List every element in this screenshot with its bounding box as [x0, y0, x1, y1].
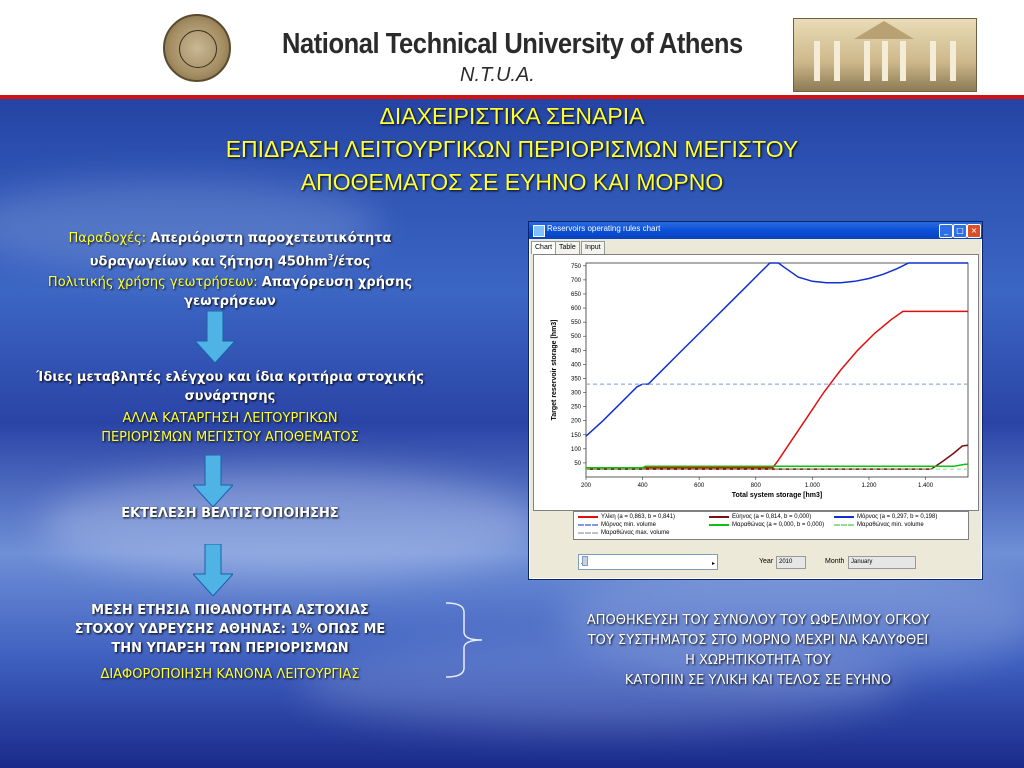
storage-explanation-line: ΑΠΟΘΗΚΕΥΣΗ ΤΟΥ ΣΥΝΟΛΟΥ ΤΟΥ ΩΦΕΛΙΜΟΥ ΟΓΚΟΥ [586, 613, 930, 628]
same-variables-line: συνάρτησης [184, 389, 276, 404]
x-tick-label: 400 [637, 483, 648, 489]
result-line: ΜΕΣΗ ΕΤΗΣΙΑ ΠΙΘΑΝΟΤΗΤΑ ΑΣΤΟΧΙΑΣ [91, 603, 369, 618]
legend-item [834, 514, 937, 520]
storage-explanation-line: ΤΟΥ ΣΥΣΤΗΜΑΤΟΣ ΣΤΟ ΜΟΡΝΟ ΜΕΧΡΙ ΝΑ ΚΑΛΥΦΘΕΙ [587, 633, 929, 648]
result-text [0, 601, 460, 658]
series-line [586, 445, 968, 469]
y-tick-label: 150 [570, 432, 581, 439]
y-tick-label: 350 [570, 376, 581, 383]
assumptions-text: υδραγωγείων και ζήτηση 450hm [89, 254, 328, 270]
y-tick-label: 100 [570, 446, 581, 453]
university-seal-logo [163, 14, 231, 82]
legend-item [709, 522, 824, 528]
minimize-button[interactable]: _ [939, 224, 953, 238]
slide-title-line: ΑΠΟΘΕΜΑΤΟΣ ΣΕ ΕΥΗΝΟ ΚΑΙ ΜΟΡΝΟ [300, 169, 724, 195]
x-tick-label: 1.400 [918, 483, 934, 489]
rule-differentiation-text: ΔΙΑΦΟΡΟΠΟΙΗΣΗ ΚΑΝΟΝΑ ΛΕΙΤΟΥΡΓΙΑΣ [100, 667, 360, 682]
university-building-image [793, 18, 977, 92]
year-label: Year [759, 558, 774, 565]
y-axis-label: Target reservoir storage [hm3] [551, 319, 558, 421]
x-tick-label: 1.200 [861, 483, 877, 489]
maximize-button[interactable]: □ [953, 224, 967, 238]
year-field[interactable]: 2010 [776, 556, 806, 569]
groundwater-text: Απαγόρευση χρήσης [261, 275, 413, 290]
reservoirs-chart-window [528, 221, 983, 580]
x-tick-label: 600 [694, 483, 705, 489]
optimization-text: ΕΚΤΕΛΕΣΗ ΒΕΛΤΙΣΤΟΠΟΙΗΣΗΣ [121, 506, 339, 521]
flow-arrow-down-icon [193, 455, 233, 507]
legend-item [578, 522, 656, 528]
legend-label: Μόρνος min. volume [601, 522, 656, 528]
y-tick-label: 750 [570, 263, 581, 270]
legend-swatch [709, 524, 729, 526]
assumptions-text: /έτος [333, 254, 371, 270]
window-titlebar[interactable] [529, 222, 982, 239]
series-line [586, 263, 968, 436]
background-cloud [40, 470, 540, 580]
window-title: Reservoirs operating rules chart [547, 224, 661, 233]
legend-swatch [578, 524, 598, 526]
y-tick-label: 700 [570, 277, 581, 284]
groundwater-block [0, 273, 460, 311]
result-line: ΣΤΟΧΟΥ ΥΔΡΕΥΣΗΣ ΑΘΗΝΑΣ: 1% ΟΠΩΣ ΜΕ [74, 622, 386, 637]
y-tick-label: 500 [570, 334, 581, 341]
groundwater-text: γεωτρήσεων [184, 294, 276, 309]
operating-rules-chart [534, 255, 978, 510]
slide-title [0, 100, 1024, 199]
assumptions-label: Παραδοχές: [68, 231, 147, 246]
legend-label: Μαραθώνας (a = 0,000, b = 0,000) [732, 522, 825, 528]
series-line [586, 311, 968, 467]
month-label: Month [825, 558, 845, 565]
header-divider [0, 95, 1024, 99]
x-tick-label: 800 [750, 483, 761, 489]
legend-swatch [578, 516, 598, 518]
chart-legend [573, 511, 969, 540]
legend-item [578, 514, 675, 520]
y-tick-label: 400 [570, 362, 581, 369]
slider-right-arrow-icon[interactable]: ▸ [711, 561, 715, 567]
assumptions-superscript: 3 [327, 253, 334, 262]
y-tick-label: 650 [570, 291, 581, 298]
legend-swatch [709, 516, 729, 518]
constraint-removal-text [0, 409, 460, 447]
constraint-removal-line: ΑΛΛΑ ΚΑΤΑΡΓΗΣΗ ΛΕΙΤΟΥΡΓΙΚΩΝ [122, 411, 338, 426]
month-field[interactable]: January [848, 556, 916, 569]
legend-swatch [578, 532, 598, 534]
plot-frame [586, 263, 968, 477]
university-abbreviation: N.T.U.A. [460, 64, 535, 86]
university-name: National Technical University of Athens [282, 28, 743, 60]
tab-table[interactable]: Table [555, 241, 580, 254]
x-tick-label: 1.000 [804, 483, 820, 489]
legend-label: Υλίκη (a = 0,863, b = 0,841) [601, 514, 676, 520]
legend-item [578, 530, 669, 536]
tab-input-data[interactable]: Input [581, 241, 605, 254]
storage-explanation-line: ΚΑΤΟΠΙΝ ΣΕ ΥΛΙΚΗ ΚΑΙ ΤΕΛΟΣ ΣΕ ΕΥΗΝΟ [624, 673, 892, 688]
assumptions-block [20, 229, 440, 271]
y-tick-label: 550 [570, 320, 581, 327]
y-tick-label: 200 [570, 418, 581, 425]
x-axis-label: Total system storage [hm3] [731, 492, 823, 499]
series-line [586, 464, 968, 467]
groundwater-label: Πολιτικής χρήσης γεωτρήσεων: [47, 275, 258, 290]
time-slider[interactable] [578, 554, 718, 570]
assumptions-text: Απεριόριστη παροχετευτικότητα [150, 231, 392, 246]
legend-swatch [834, 524, 854, 526]
y-tick-label: 250 [570, 404, 581, 411]
y-tick-label: 450 [570, 348, 581, 355]
y-tick-label: 300 [570, 390, 581, 397]
same-variables-text [0, 368, 460, 406]
storage-explanation-line: Η ΧΩΡΗΤΙΚΟΤΗΤΑ ΤΟΥ [685, 653, 831, 668]
slide-title-line: ΔΙΑΧΕΙΡΙΣΤΙΚΑ ΣΕΝΑΡΙΑ [379, 103, 645, 129]
curly-brace-connector [442, 600, 492, 680]
slider-thumb[interactable] [582, 556, 588, 566]
result-line: ΤΗΝ ΥΠΑΡΞΗ ΤΩΝ ΠΕΡΙΟΡΙΣΜΩΝ [111, 641, 349, 656]
time-controls [533, 544, 977, 574]
slide-title-line: ΕΠΙΔΡΑΣΗ ΛΕΙΤΟΥΡΓΙΚΩΝ ΠΕΡΙΟΡΙΣΜΩΝ ΜΕΓΙΣΤΟΥ [225, 136, 799, 162]
legend-label: Μόρνος (a = 0,297, b = 0,198) [857, 514, 938, 520]
same-variables-line: Ίδιες μεταβλητές ελέγχου και ίδια κριτήρια στοχικής [36, 370, 424, 385]
window-app-icon [533, 225, 545, 237]
legend-label: Μαραθώνας min. volume [857, 522, 924, 528]
legend-label: Μαραθώνας max. volume [601, 530, 670, 536]
y-tick-label: 600 [570, 306, 581, 313]
y-tick-label: 50 [574, 460, 581, 467]
legend-item [709, 514, 811, 520]
close-button[interactable]: × [967, 224, 981, 238]
constraint-removal-line: ΠΕΡΙΟΡΙΣΜΩΝ ΜΕΓΙΣΤΟΥ ΑΠΟΘΕΜΑΤΟΣ [101, 430, 359, 445]
storage-explanation-text [488, 611, 1024, 691]
legend-label: Εύηνος (a = 0,814, b = 0,000) [732, 514, 812, 520]
flow-arrow-down-icon [195, 311, 235, 363]
header-banner [0, 0, 1024, 95]
legend-swatch [834, 516, 854, 518]
chart-plot-area [533, 254, 979, 511]
legend-item [834, 522, 924, 528]
tab-chart[interactable]: Chart [531, 241, 556, 254]
flow-arrow-down-icon [193, 544, 233, 596]
x-tick-label: 200 [580, 483, 592, 489]
